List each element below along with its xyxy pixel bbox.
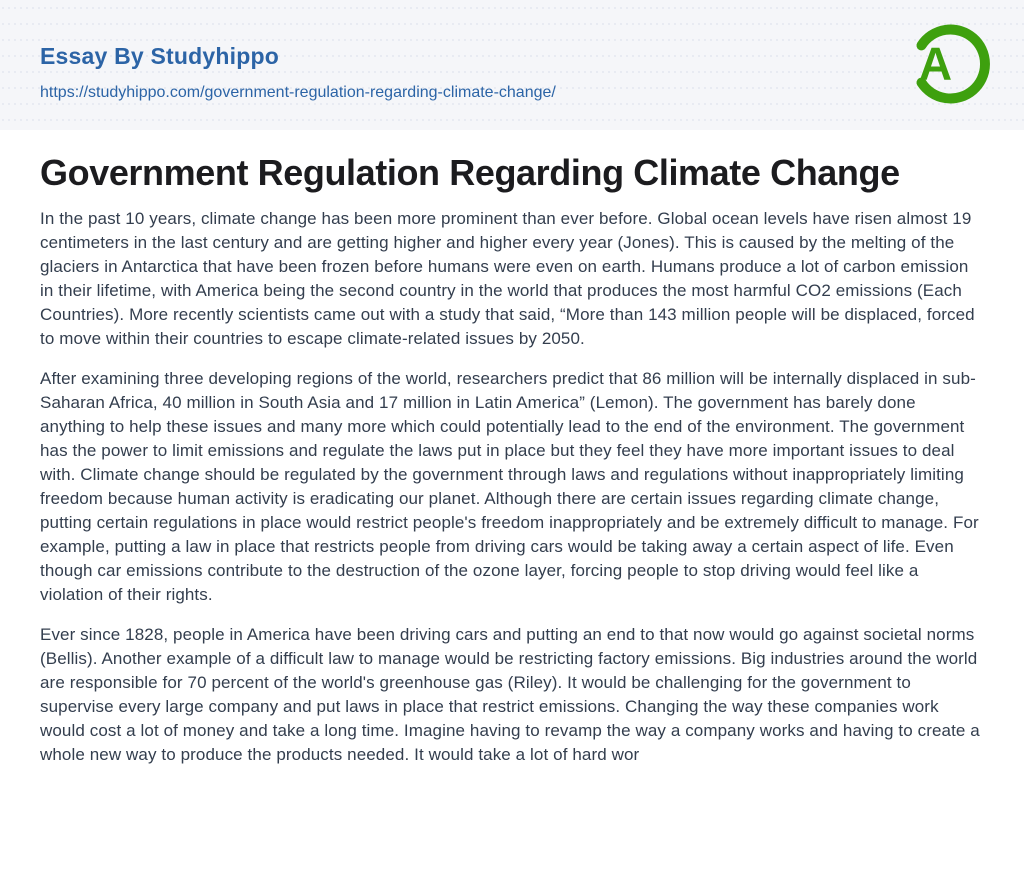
essay-body [40, 207, 984, 767]
essay-title: Government Regulation Regarding Climate Change [40, 152, 900, 193]
page-url-link[interactable]: https://studyhippo.com/government-regulation-regarding-climate-change/ [40, 84, 556, 101]
logo-letter: A [918, 37, 953, 90]
studyhippo-arc-logo-icon [906, 18, 990, 110]
essay-article [0, 130, 1024, 767]
site-title-link[interactable]: Essay By Studyhippo [40, 43, 279, 69]
essay-paragraph-1: In the past 10 years, climate change has been more prominent than ever before. Global ocean levels have risen almost 19 centimeters in the last century and are getting higher and higher every year (Jones). This is caused by the melting of the glaciers in Antarctica that have been frozen before humans were even on earth. Humans produce a lot of carbon emission in their lifetime, with America being the second country in the world that produces the most harmful CO2 emissions (Each Countries). More recently scientists came out with a study that said, “More than 143 million people will be displaced, forced to move within their countries to escape climate-related issues by 2050. [40, 209, 975, 348]
page-header [0, 0, 1024, 130]
essay-paragraph-2: After examining three developing regions of the world, researchers predict that 86 million will be internally displaced in sub-Saharan Africa, 40 million in South Asia and 17 million in Latin America” (Lemon). The government has barely done anything to help these issues and many more which could potentially lead to the end of the environment. The government has the power to limit emissions and regulate the laws put in place but they feel they have more important issues to deal with. Climate change should be regulated by the government through laws and regulations without inappropriately limiting freedom because human activity is eradicating our planet. Although there are certain issues regarding climate change, putting certain regulations in place would restrict people's freedom inappropriately and be extremely difficult to manage. For example, putting a law in place that restricts people from driving cars would be taking away a certain aspect of life. Even though car emissions contribute to the destruction of the ozone layer, forcing people to stop driving would feel like a violation of their rights. [40, 369, 979, 604]
essay-paragraph-3: Ever since 1828, people in America have been driving cars and putting an end to that now would go against societal norms (Bellis). Another example of a difficult law to manage would be restricting factory emissions. Big industries around the world are responsible for 70 percent of the world's greenhouse gas (Riley). It would be challenging for the government to supervise every large company and put laws in place that restrict emissions. Changing the way these companies work would cost a lot of money and take a long time. Imagine having to revamp the way a company works and having to create a whole new way to produce the products needed. It would take a lot of hard wor [40, 625, 980, 764]
